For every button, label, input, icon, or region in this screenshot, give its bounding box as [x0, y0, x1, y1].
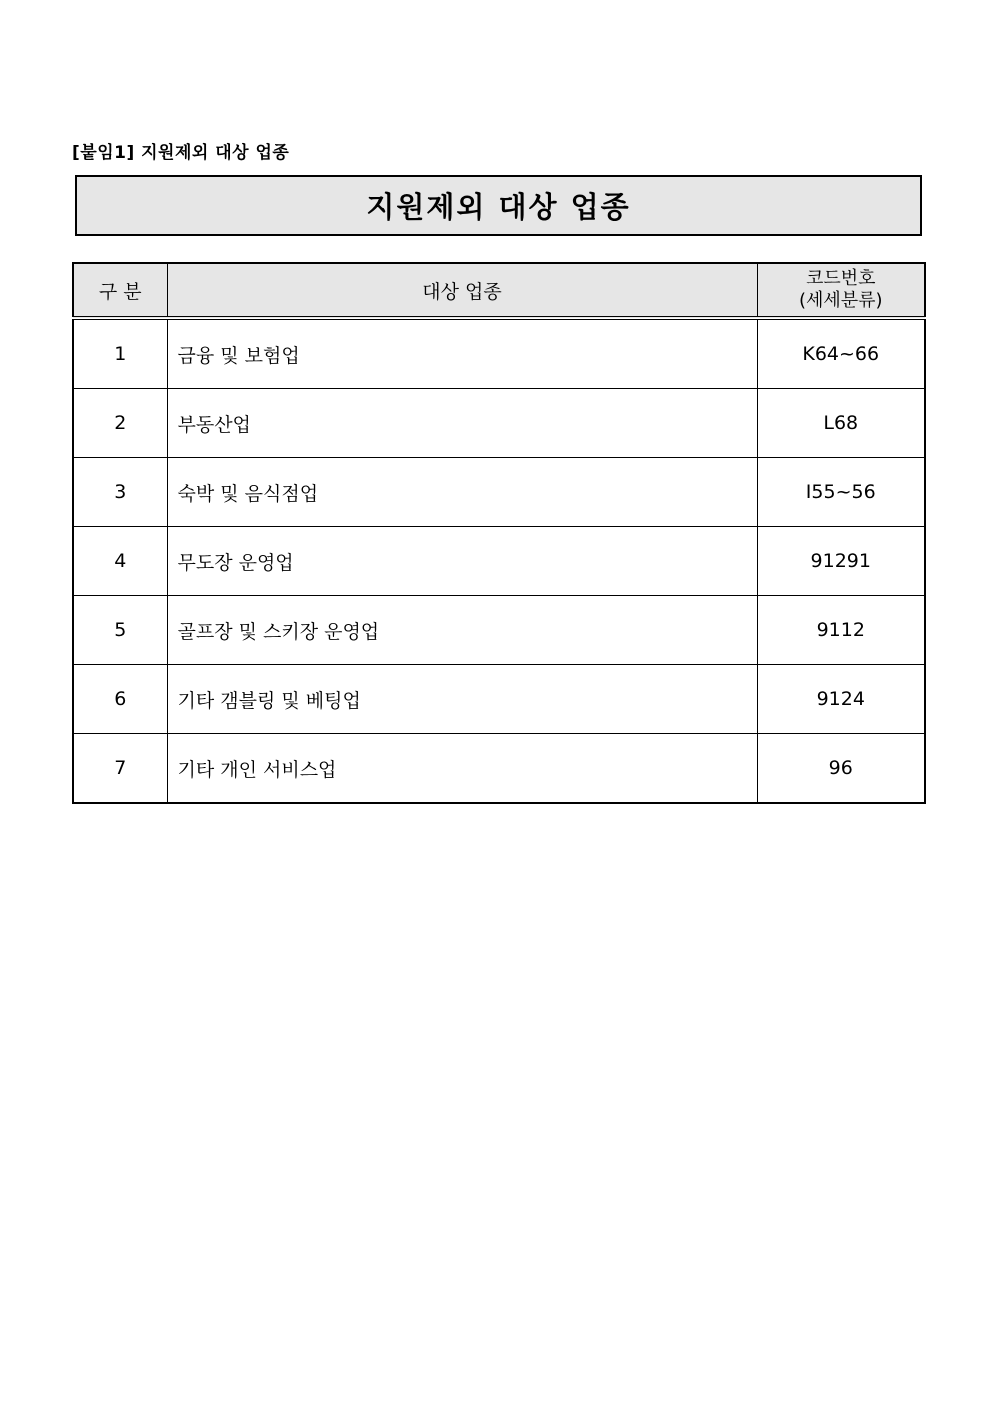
row-industry: 숙박 및 음식점업 [167, 458, 757, 527]
row-code: 9124 [757, 665, 925, 734]
table-row [73, 389, 925, 458]
table-row [73, 458, 925, 527]
row-number: 1 [73, 318, 167, 389]
attachment-label: [붙임1] 지원제외 대상 업종 [72, 143, 290, 163]
table-row [73, 596, 925, 665]
table-header-row [73, 263, 925, 318]
row-number: 4 [73, 527, 167, 596]
row-industry: 무도장 운영업 [167, 527, 757, 596]
row-code: L68 [757, 389, 925, 458]
row-number: 2 [73, 389, 167, 458]
title-box [75, 175, 922, 236]
table-row [73, 318, 925, 389]
row-number: 3 [73, 458, 167, 527]
row-code: K64~66 [757, 318, 925, 389]
header-industry: 대상 업종 [167, 263, 757, 318]
row-code: I55~56 [757, 458, 925, 527]
row-number: 6 [73, 665, 167, 734]
header-code-line1: 코드번호 [805, 268, 876, 289]
excluded-industries-table [72, 262, 926, 804]
row-code: 96 [757, 734, 925, 804]
row-number: 5 [73, 596, 167, 665]
table-row [73, 527, 925, 596]
header-code-line2: (세세분류) [798, 290, 883, 311]
row-industry: 골프장 및 스키장 운영업 [167, 596, 757, 665]
row-code: 91291 [757, 527, 925, 596]
table-row [73, 665, 925, 734]
row-industry: 부동산업 [167, 389, 757, 458]
row-industry: 기타 개인 서비스업 [167, 734, 757, 804]
row-number: 7 [73, 734, 167, 804]
row-industry: 금융 및 보험업 [167, 318, 757, 389]
row-code: 9112 [757, 596, 925, 665]
row-industry: 기타 갬블링 및 베팅업 [167, 665, 757, 734]
page-title: 지원제외 대상 업종 [366, 190, 631, 224]
header-code [757, 263, 925, 318]
header-category: 구 분 [73, 263, 167, 318]
table-row [73, 734, 925, 804]
